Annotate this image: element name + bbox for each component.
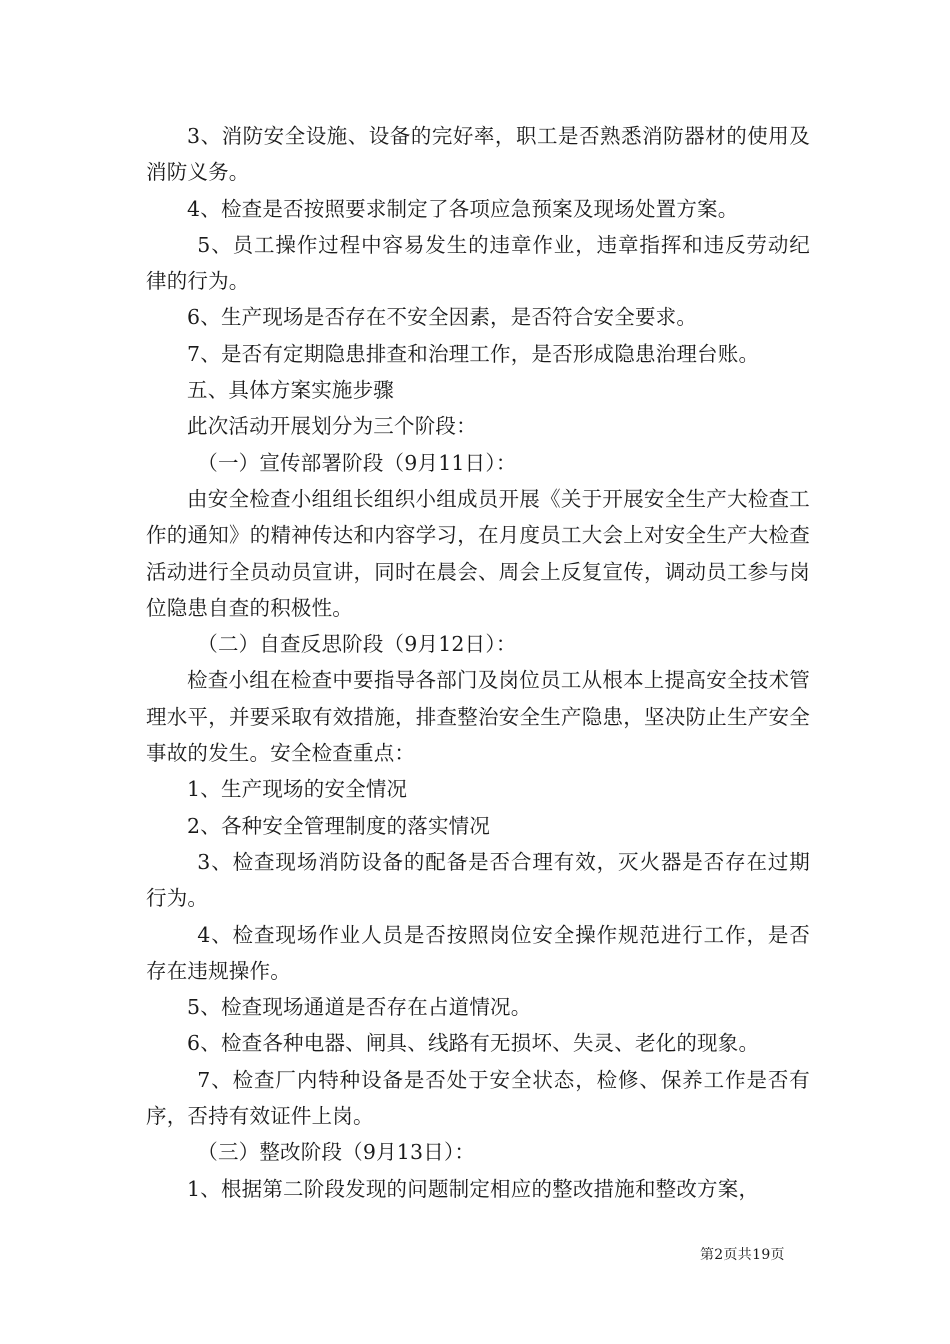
paragraph-publicity: 由安全检查小组组长组织小组成员开展《关于开展安全生产大检查工作的通知》的精神传达和内容学习，在月度员工大会上对安全生产大检查活动进行全员动员宣讲，同时在晨会、周会上反复宣传，调动员工参与岗位隐患自查的积极性。 (146, 486, 810, 620)
paragraph-rectification: 1、根据第二阶段发现的问题制定相应的整改措施和整改方案， (187, 1176, 760, 1201)
list-item-passage: 5、检查现场通道是否存在占道情况。 (187, 995, 532, 1020)
stage-heading-self-check: （二）自查反思阶段（9月12日）： (197, 632, 517, 657)
page-number-footer: 第2页共19页 (700, 1247, 785, 1263)
paragraph-self-check: 检查小组在检查中要指导各部门及岗位员工从根本上提高安全技术管理水平，并要采取有效措施，排查整治安全生产隐患，坚决防止生产安全事故的发生。安全检查重点： (146, 668, 810, 766)
paragraph-emergency-plans: 4、检查是否按照要求制定了各项应急预案及现场处置方案。 (187, 196, 739, 221)
paragraph-fire-safety: 3、消防安全设施、设备的完好率，职工是否熟悉消防器材的使用及消防义务。 (146, 124, 810, 185)
stage-heading-rectification: （三）整改阶段（9月13日）： (197, 1140, 476, 1165)
paragraph-unsafe-factors: 6、生产现场是否存在不安全因素，是否符合安全要求。 (187, 305, 698, 330)
list-item-electrical: 6、检查各种电器、闸具、线路有无损坏、失灵、老化的现象。 (187, 1031, 760, 1056)
list-item-fire-equipment: 3、检查现场消防设备的配备是否合理有效，灭火器是否存在过期行为。 (146, 849, 810, 911)
list-item-management-system: 2、各种安全管理制度的落实情况 (187, 813, 491, 838)
list-item-special-equipment: 7、检查厂内特种设备是否处于安全状态，检修、保养工作是否有序，否持有效证件上岗。 (146, 1067, 810, 1129)
paragraph-hazard-ledger: 7、是否有定期隐患排查和治理工作，是否形成隐患治理台账。 (187, 341, 760, 366)
paragraph-violations: 5、员工操作过程中容易发生的违章作业，违章指挥和违反劳动纪律的行为。 (146, 232, 810, 294)
list-item-site-safety: 1、生产现场的安全情况 (187, 777, 408, 802)
paragraph-three-stages: 此次活动开展划分为三个阶段： (187, 414, 477, 439)
section-heading-implementation: 五、具体方案实施步骤 (187, 378, 394, 403)
stage-heading-publicity: （一）宣传部署阶段（9月11日）： (197, 450, 517, 475)
list-item-operation-rules: 4、检查现场作业人员是否按照岗位安全操作规范进行工作，是否存在违规操作。 (146, 922, 810, 983)
document-body (146, 118, 810, 1207)
